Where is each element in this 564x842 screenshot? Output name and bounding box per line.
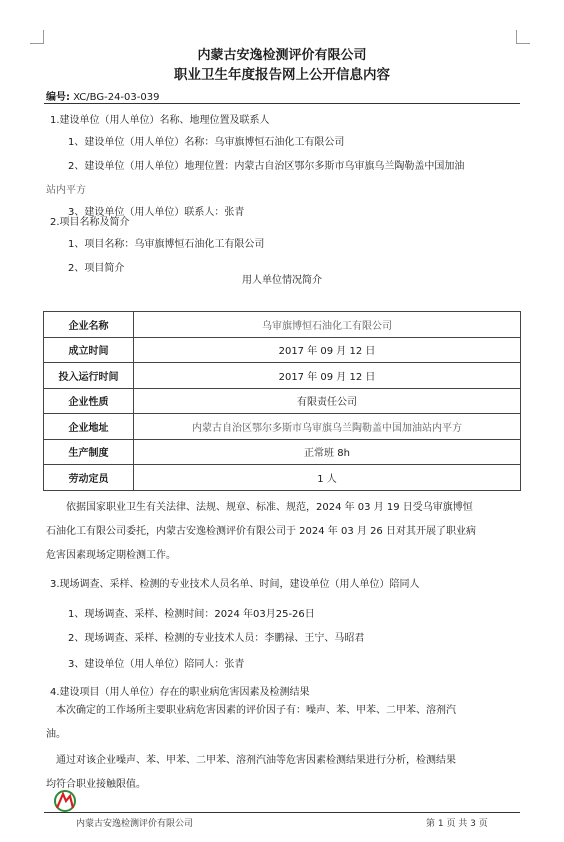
section2-project-line: 1、项目名称：乌审旗博恒石油化工有限公司	[68, 239, 265, 250]
header-rule	[44, 103, 520, 104]
crop-mark-top-left	[30, 30, 44, 44]
footer-rule	[44, 812, 520, 813]
company-title: 内蒙古安逸检测评价有限公司	[197, 48, 367, 63]
section3-heading: 3.现场调查、采样、检测的专业技术人员名单、时间，建设单位（用人单位）陪同人	[50, 579, 420, 590]
section3-staff-line: 2、现场调查、采样、检测的专业技术人员：李鹏禄、王宁、马昭君	[68, 633, 365, 644]
table-key-cell: 企业性质	[44, 388, 134, 414]
section1-contact-line: 3、建设单位（用人单位）联系人：张青	[68, 207, 245, 218]
table-row	[44, 363, 521, 389]
table-row	[44, 465, 521, 491]
section4-results	[46, 749, 520, 797]
document-number-value: XC/BG-24-03-039	[73, 92, 160, 103]
section3-time-line: 1、现场调查、采样、检测时间：2024 年03月25-26日	[68, 609, 315, 620]
body-paragraph	[46, 496, 520, 568]
body-paragraph-line: 依据国家职业卫生有关法律、法规、规章、标准、规范，2024 年 03 月 19 日受乌审旗博恒	[66, 502, 473, 513]
table-value-cell: 2017 年 09 月 12 日	[134, 337, 521, 363]
document-title: 职业卫生年度报告网上公开信息内容	[174, 67, 390, 83]
section1-heading: 1.建设单位（用人单位）名称、地理位置及联系人	[50, 115, 270, 126]
table-value-cell: 1 人	[134, 465, 521, 491]
table-value-cell: 有限责任公司	[134, 388, 521, 414]
document-number	[46, 88, 159, 103]
section1-location-continued: 站内平方	[46, 185, 86, 196]
section1-name-line: 1、建设单位（用人单位）名称：乌审旗博恒石油化工有限公司	[68, 137, 345, 148]
table-row	[44, 388, 521, 414]
document-number-label: 编号:	[46, 92, 70, 103]
company-logo-icon	[52, 789, 78, 813]
table-row	[44, 439, 521, 465]
table-key-cell: 成立时间	[44, 337, 134, 363]
section2-intro-line: 2、项目简介	[68, 263, 125, 274]
section4-factors-line: 油。	[46, 729, 66, 740]
body-paragraph-line: 石油化工有限公司委托，内蒙古安逸检测评价有限公司于 2024 年 03 月 26 日对其开展了职业病	[46, 526, 476, 537]
table-row	[44, 337, 521, 363]
table-key-cell: 投入运行时间	[44, 363, 134, 389]
section4-results-line: 均符合职业接触限值。	[46, 779, 146, 790]
section3-escort-line: 3、建设单位（用人单位）陪同人：张青	[68, 659, 245, 670]
section4-factors-line: 本次确定的工作场所主要职业病危害因素的评价因子有：噪声、苯、甲苯、二甲苯、溶剂汽	[56, 705, 456, 716]
table-caption: 用人单位情况简介	[242, 275, 322, 286]
crop-mark-top-right	[516, 30, 530, 44]
table-key-cell: 劳动定员	[44, 465, 134, 491]
section1-location-line: 2、建设单位（用人单位）地理位置：内蒙古自治区鄂尔多斯市乌审旗乌兰陶勒盖中国加油	[68, 161, 465, 172]
section4-factors	[46, 699, 520, 747]
table-key-cell: 生产制度	[44, 439, 134, 465]
logo-mark	[57, 794, 73, 808]
table-row	[44, 312, 521, 338]
table-value-cell: 2017 年 09 月 12 日	[134, 363, 521, 389]
table-value-cell: 乌审旗博恒石油化工有限公司	[134, 312, 521, 338]
body-paragraph-line: 危害因素现场定期检测工作。	[46, 550, 176, 561]
table-key-cell: 企业地址	[44, 414, 134, 440]
table-value-cell: 内蒙古自治区鄂尔多斯市乌审旗乌兰陶勒盖中国加油站内平方	[134, 414, 521, 440]
footer-page-number: 第 1 页 共 3 页	[426, 819, 488, 829]
footer-company: 内蒙古安逸检测评价有限公司	[76, 819, 194, 829]
section4-heading: 4.建设项目（用人单位）存在的职业病危害因素及检测结果	[50, 687, 310, 698]
section4-results-line: 通过对该企业噪声、苯、甲苯、二甲苯、溶剂汽油等危害因素检测结果进行分析，检测结果	[56, 755, 456, 766]
table-row	[44, 414, 521, 440]
section2-heading: 2.项目名称及简介	[50, 217, 130, 228]
table-key-cell: 企业名称	[44, 312, 134, 338]
table-value-cell: 正常班 8h	[134, 439, 521, 465]
company-info-table	[43, 311, 521, 491]
